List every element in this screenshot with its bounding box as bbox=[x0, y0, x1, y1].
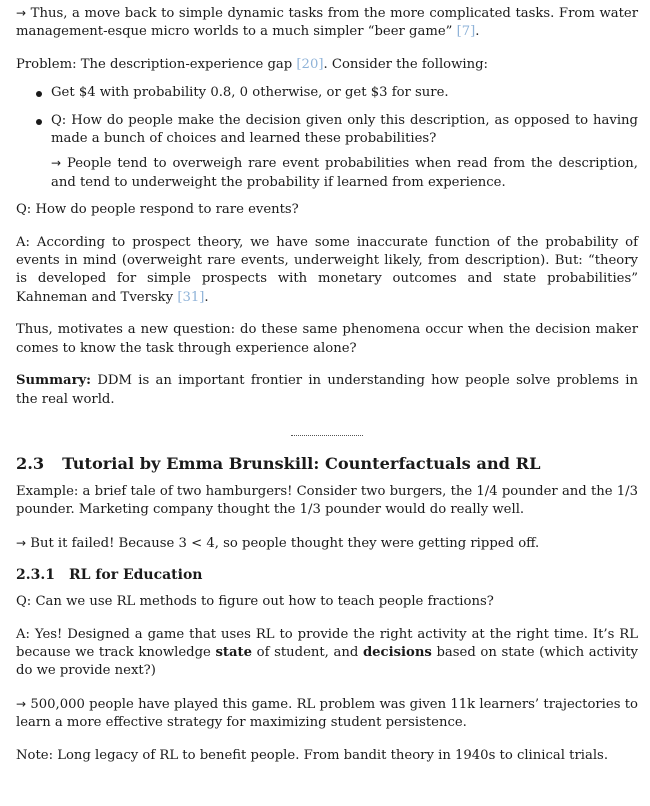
summary-paragraph bbox=[16, 372, 638, 409]
document-page bbox=[16, 4, 638, 765]
spacer bbox=[16, 733, 638, 747]
answer-text: A: According to prospect theory, we have some inaccurate function of the probability of events in mind (overweight rare events, underweight likely, from description). But: “theory is developed for simple prospects with monetary outcomes and state probabilities” Kahneman and Tversky bbox=[16, 234, 638, 305]
spacer bbox=[16, 220, 638, 234]
bullet-subtext bbox=[51, 154, 638, 192]
subsection-number: 2.3.1 bbox=[16, 567, 55, 584]
right-arrow-icon: → bbox=[16, 535, 27, 550]
spacer bbox=[16, 681, 638, 695]
motivates-paragraph: Thus, motivates a new question: do these same phenomena occur when the decision maker comes to know the task through experience alone? bbox=[16, 322, 638, 356]
section-heading bbox=[16, 454, 638, 473]
prospect-theory-answer bbox=[16, 234, 638, 308]
right-arrow-icon: → bbox=[16, 696, 27, 711]
answer-end: . bbox=[204, 289, 209, 305]
answer-text: based on state (which activity do we provide next?) bbox=[16, 644, 638, 679]
summary-text: DDM is an important frontier in understanding how people solve problems in the real world. bbox=[16, 373, 638, 407]
failed-text: But it failed! Because 3 < 4, so people thought they were getting ripped off. bbox=[26, 535, 540, 551]
intro-text: Thus, a move back to simple dynamic tasks from the more complicated tasks. From water management-esque micro worlds to a much simpler “beer game” bbox=[16, 6, 638, 40]
section-title: Tutorial by Emma Brunskill: Counterfactuals and RL bbox=[62, 453, 541, 473]
answer-text: of student, and bbox=[252, 644, 363, 660]
subsection-heading bbox=[16, 567, 638, 583]
rare-events-question: Q: How do people respond to rare events? bbox=[16, 202, 299, 218]
played-text: 500,000 people have played this game. RL problem was given 11k learners’ trajectories to learn a more effective strategy for maximizing student persistence. bbox=[16, 696, 638, 731]
list-item bbox=[16, 84, 638, 102]
subsection-title: RL for Education bbox=[68, 567, 203, 584]
spacer bbox=[16, 307, 638, 321]
summary-label: Summary: bbox=[16, 373, 92, 389]
bullet-text: Q: How do people make the decision given only this description, as opposed to having made a bunch of choices and learned these probabilities? bbox=[51, 112, 638, 147]
bold-term-state: state bbox=[215, 644, 252, 660]
hamburger-example: Example: a brief tale of two hamburgers! Consider two burgers, the 1/4 pounder and the 1/3 pounder. Marketing company thought the 1/3 pounder would do really well. bbox=[16, 483, 638, 518]
fractions-question: Q: Can we use RL methods to figure out how to teach people fractions? bbox=[16, 594, 494, 610]
section-number: 2.3 bbox=[16, 453, 45, 473]
spacer bbox=[16, 612, 638, 626]
bullet-subtext-body: People tend to overweigh rare event probabilities when read from the description, and tend to underweight the probability if learned from experience. bbox=[51, 156, 638, 190]
played-paragraph bbox=[16, 695, 638, 733]
note-paragraph: Note: Long legacy of RL to benefit people. From bandit theory in 1940s to clinical trials. bbox=[16, 747, 609, 763]
bold-term-decisions: decisions bbox=[362, 644, 432, 660]
spacer bbox=[16, 358, 638, 372]
section-separator bbox=[291, 435, 363, 436]
problem-end: . Consider the following: bbox=[323, 56, 488, 72]
right-arrow-icon: → bbox=[51, 156, 62, 171]
spacer bbox=[16, 42, 638, 56]
spacer bbox=[16, 520, 638, 534]
intro-paragraph bbox=[16, 4, 638, 42]
failed-paragraph bbox=[16, 534, 638, 553]
bullet-text: Get $4 with probability 0.8, 0 otherwise, or get $3 for sure. bbox=[51, 85, 449, 101]
yes-answer bbox=[16, 626, 638, 681]
right-arrow-icon: → bbox=[16, 6, 27, 20]
intro-end: . bbox=[475, 24, 480, 40]
bullet-list bbox=[16, 84, 638, 192]
problem-text: Problem: The description-experience gap bbox=[16, 56, 297, 72]
problem-paragraph bbox=[16, 56, 638, 74]
citation-link[interactable]: [7] bbox=[456, 24, 476, 40]
spacer bbox=[16, 553, 638, 567]
citation-link[interactable]: [31] bbox=[177, 289, 205, 305]
citation-link[interactable]: [20] bbox=[296, 56, 324, 72]
answer-text: A: Yes! Designed a game that uses RL to provide the right activity at the right time. It’s RL because we track knowledge bbox=[16, 626, 638, 660]
list-item bbox=[16, 112, 638, 193]
